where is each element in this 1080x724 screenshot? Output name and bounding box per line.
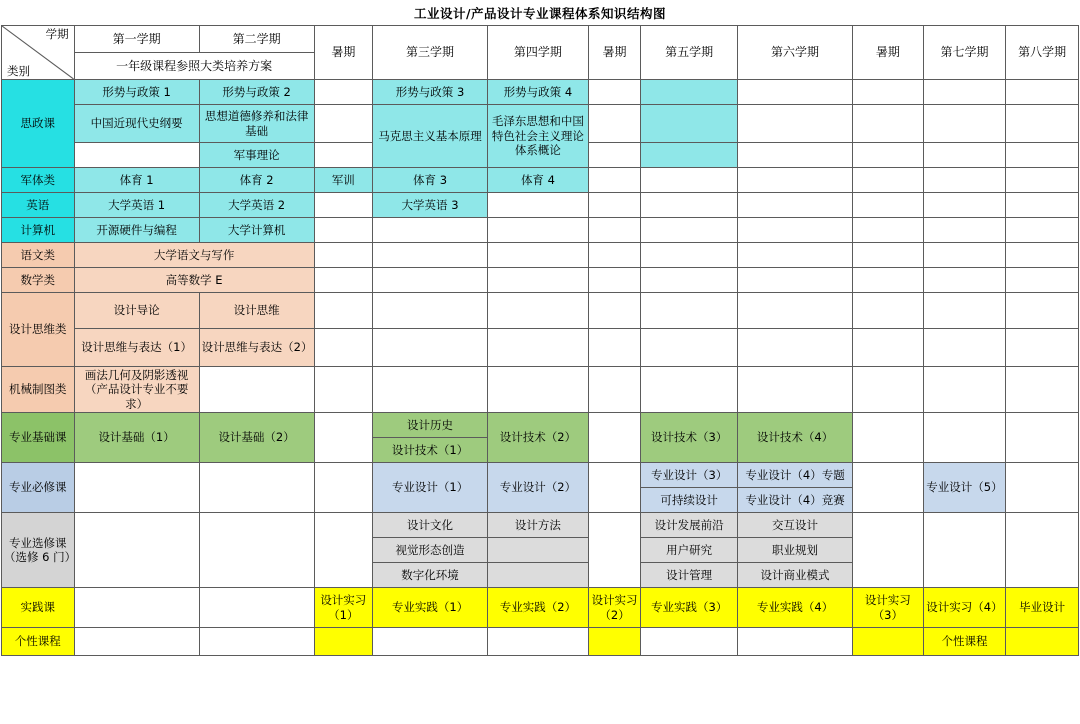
table-row bbox=[2, 329, 1079, 367]
empty-cell bbox=[373, 218, 488, 243]
category-mech-drawing: 机械制图类 bbox=[2, 367, 75, 413]
empty-cell bbox=[641, 243, 738, 268]
empty-cell bbox=[923, 143, 1006, 168]
empty-cell bbox=[641, 268, 738, 293]
empty-cell bbox=[1006, 513, 1079, 588]
course-cell: 专业设计（2） bbox=[488, 463, 589, 513]
corner-top-label: 学期 bbox=[45, 27, 69, 41]
empty-cell bbox=[853, 463, 924, 513]
course-cell: 专业设计（3） bbox=[641, 463, 738, 488]
course-cell: 设计基础（2） bbox=[199, 413, 314, 463]
table-row bbox=[2, 80, 1079, 105]
course-cell: 设计思维与表达（2） bbox=[199, 329, 314, 367]
empty-cell bbox=[923, 168, 1006, 193]
table-row bbox=[2, 193, 1079, 218]
empty-cell bbox=[923, 513, 1006, 588]
course-cell: 设计技术（4） bbox=[738, 413, 853, 463]
empty-cell bbox=[923, 329, 1006, 367]
header-summer-2: 暑期 bbox=[588, 26, 640, 80]
empty-cell bbox=[738, 168, 853, 193]
header-term-1: 第一学期 bbox=[74, 26, 199, 53]
empty-cell bbox=[1006, 329, 1079, 367]
empty-cell bbox=[1006, 413, 1079, 463]
empty-cell bbox=[1006, 105, 1079, 143]
empty-cell bbox=[738, 268, 853, 293]
header-term-6: 第六学期 bbox=[738, 26, 853, 80]
empty-cell bbox=[853, 193, 924, 218]
category-design-thinking: 设计思维类 bbox=[2, 293, 75, 367]
empty-cell bbox=[588, 463, 640, 513]
empty-cell bbox=[314, 413, 372, 463]
course-cell: 专业设计（1） bbox=[373, 463, 488, 513]
course-cell: 设计历史 bbox=[373, 413, 488, 438]
course-cell: 设计发展前沿 bbox=[641, 513, 738, 538]
empty-cell bbox=[738, 80, 853, 105]
empty-cell bbox=[641, 143, 738, 168]
empty-cell bbox=[488, 243, 589, 268]
empty-cell bbox=[853, 413, 924, 463]
empty-cell bbox=[853, 105, 924, 143]
table-row bbox=[2, 463, 1079, 488]
empty-cell bbox=[738, 329, 853, 367]
empty-cell bbox=[314, 628, 372, 656]
empty-cell bbox=[488, 538, 589, 563]
course-cell: 专业设计（4）竞赛 bbox=[738, 488, 853, 513]
header-term-7: 第七学期 bbox=[923, 26, 1006, 80]
empty-cell bbox=[588, 628, 640, 656]
course-cell: 专业实践（1） bbox=[373, 588, 488, 628]
empty-cell bbox=[373, 628, 488, 656]
empty-cell bbox=[641, 628, 738, 656]
category-major-required: 专业必修课 bbox=[2, 463, 75, 513]
empty-cell bbox=[588, 413, 640, 463]
empty-cell bbox=[853, 268, 924, 293]
empty-cell bbox=[923, 193, 1006, 218]
empty-cell bbox=[373, 293, 488, 329]
course-cell: 马克思主义基本原理 bbox=[373, 105, 488, 168]
corner-cell bbox=[2, 26, 75, 80]
empty-cell bbox=[199, 588, 314, 628]
empty-cell bbox=[588, 168, 640, 193]
empty-cell bbox=[1006, 243, 1079, 268]
course-cell: 军训 bbox=[314, 168, 372, 193]
empty-cell bbox=[738, 367, 853, 413]
empty-cell bbox=[488, 563, 589, 588]
course-cell: 毕业设计 bbox=[1006, 588, 1079, 628]
empty-cell bbox=[738, 218, 853, 243]
empty-cell bbox=[853, 329, 924, 367]
empty-cell bbox=[588, 268, 640, 293]
empty-cell bbox=[373, 268, 488, 293]
header-term-3: 第三学期 bbox=[373, 26, 488, 80]
empty-cell bbox=[923, 367, 1006, 413]
empty-cell bbox=[373, 243, 488, 268]
course-cell: 中国近现代史纲要 bbox=[74, 105, 199, 143]
table-row bbox=[2, 218, 1079, 243]
course-cell: 专业设计（4）专题 bbox=[738, 463, 853, 488]
empty-cell bbox=[588, 513, 640, 588]
empty-cell bbox=[488, 268, 589, 293]
empty-cell bbox=[199, 367, 314, 413]
course-cell: 职业规划 bbox=[738, 538, 853, 563]
empty-cell bbox=[853, 628, 924, 656]
course-cell: 思想道德修养和法律基础 bbox=[199, 105, 314, 143]
header-summer-1: 暑期 bbox=[314, 26, 372, 80]
empty-cell bbox=[853, 513, 924, 588]
header-term-4: 第四学期 bbox=[488, 26, 589, 80]
course-cell: 开源硬件与编程 bbox=[74, 218, 199, 243]
empty-cell bbox=[488, 218, 589, 243]
page-title: 工业设计/产品设计专业课程体系知识结构图 bbox=[413, 6, 667, 21]
course-cell: 设计实习（2） bbox=[588, 588, 640, 628]
table-row bbox=[2, 168, 1079, 193]
empty-cell bbox=[488, 193, 589, 218]
empty-cell bbox=[923, 413, 1006, 463]
table-row bbox=[2, 367, 1079, 413]
empty-cell bbox=[738, 243, 853, 268]
empty-cell bbox=[738, 293, 853, 329]
curriculum-table bbox=[1, 25, 1079, 656]
course-cell: 设计思维 bbox=[199, 293, 314, 329]
empty-cell bbox=[488, 628, 589, 656]
course-cell: 设计基础（1） bbox=[74, 413, 199, 463]
course-cell: 设计技术（1） bbox=[373, 438, 488, 463]
course-cell: 军事理论 bbox=[199, 143, 314, 168]
empty-cell bbox=[641, 218, 738, 243]
course-cell: 大学英语 2 bbox=[199, 193, 314, 218]
course-cell: 大学计算机 bbox=[199, 218, 314, 243]
course-cell: 设计技术（3） bbox=[641, 413, 738, 463]
empty-cell bbox=[588, 80, 640, 105]
table-row bbox=[2, 243, 1079, 268]
empty-cell bbox=[199, 463, 314, 513]
course-cell: 设计实习（4） bbox=[923, 588, 1006, 628]
empty-cell bbox=[853, 243, 924, 268]
course-cell: 形势与政策 1 bbox=[74, 80, 199, 105]
empty-cell bbox=[314, 193, 372, 218]
course-cell: 可持续设计 bbox=[641, 488, 738, 513]
empty-cell bbox=[74, 513, 199, 588]
table-row bbox=[2, 513, 1079, 538]
category-chinese: 语文类 bbox=[2, 243, 75, 268]
empty-cell bbox=[853, 218, 924, 243]
empty-cell bbox=[588, 243, 640, 268]
empty-cell bbox=[923, 293, 1006, 329]
category-major-basic: 专业基础课 bbox=[2, 413, 75, 463]
empty-cell bbox=[853, 143, 924, 168]
course-cell: 高等数学 E bbox=[74, 268, 314, 293]
header-summer-3: 暑期 bbox=[853, 26, 924, 80]
course-cell: 大学英语 3 bbox=[373, 193, 488, 218]
empty-cell bbox=[488, 329, 589, 367]
empty-cell bbox=[314, 293, 372, 329]
empty-cell bbox=[488, 293, 589, 329]
empty-cell bbox=[641, 293, 738, 329]
category-juntai: 军体类 bbox=[2, 168, 75, 193]
header-term-5: 第五学期 bbox=[641, 26, 738, 80]
empty-cell bbox=[314, 367, 372, 413]
empty-cell bbox=[1006, 168, 1079, 193]
course-cell: 画法几何及阴影透视（产品设计专业不要求） bbox=[74, 367, 199, 413]
empty-cell bbox=[588, 193, 640, 218]
course-cell: 设计实习（3） bbox=[853, 588, 924, 628]
empty-cell bbox=[1006, 463, 1079, 513]
course-cell: 视觉形态创造 bbox=[373, 538, 488, 563]
empty-cell bbox=[641, 105, 738, 143]
course-cell: 设计导论 bbox=[74, 293, 199, 329]
course-cell: 设计技术（2） bbox=[488, 413, 589, 463]
table-row bbox=[2, 268, 1079, 293]
course-cell: 毛泽东思想和中国特色社会主义理论体系概论 bbox=[488, 105, 589, 168]
empty-cell bbox=[1006, 628, 1079, 656]
table-row bbox=[2, 293, 1079, 329]
course-cell: 设计商业模式 bbox=[738, 563, 853, 588]
empty-cell bbox=[199, 628, 314, 656]
empty-cell bbox=[738, 105, 853, 143]
empty-cell bbox=[314, 463, 372, 513]
course-cell: 设计实习（1） bbox=[314, 588, 372, 628]
empty-cell bbox=[314, 80, 372, 105]
empty-cell bbox=[588, 329, 640, 367]
empty-cell bbox=[641, 80, 738, 105]
empty-cell bbox=[588, 105, 640, 143]
empty-cell bbox=[314, 268, 372, 293]
empty-cell bbox=[74, 463, 199, 513]
category-personalized: 个性课程 bbox=[2, 628, 75, 656]
empty-cell bbox=[1006, 268, 1079, 293]
category-major-elective-line1: 专业选修课 bbox=[9, 535, 67, 550]
category-practice: 实践课 bbox=[2, 588, 75, 628]
table-header-row bbox=[2, 26, 1079, 53]
table-row bbox=[2, 105, 1079, 143]
empty-cell bbox=[853, 367, 924, 413]
empty-cell bbox=[74, 588, 199, 628]
empty-cell bbox=[641, 193, 738, 218]
empty-cell bbox=[588, 367, 640, 413]
category-major-elective bbox=[2, 513, 75, 588]
course-cell: 形势与政策 2 bbox=[199, 80, 314, 105]
empty-cell bbox=[199, 513, 314, 588]
empty-cell bbox=[641, 367, 738, 413]
corner-bottom-label: 类别 bbox=[7, 63, 30, 78]
empty-cell bbox=[1006, 193, 1079, 218]
category-computer: 计算机 bbox=[2, 218, 75, 243]
empty-cell bbox=[74, 628, 199, 656]
empty-cell bbox=[641, 168, 738, 193]
empty-cell bbox=[488, 367, 589, 413]
empty-cell bbox=[1006, 143, 1079, 168]
course-cell: 个性课程 bbox=[923, 628, 1006, 656]
course-cell: 大学语文与写作 bbox=[74, 243, 314, 268]
empty-cell bbox=[314, 513, 372, 588]
course-cell: 用户研究 bbox=[641, 538, 738, 563]
empty-cell bbox=[738, 143, 853, 168]
course-cell: 设计方法 bbox=[488, 513, 589, 538]
empty-cell bbox=[1006, 80, 1079, 105]
course-cell: 设计文化 bbox=[373, 513, 488, 538]
empty-cell bbox=[588, 143, 640, 168]
course-cell: 交互设计 bbox=[738, 513, 853, 538]
course-cell: 形势与政策 3 bbox=[373, 80, 488, 105]
empty-cell bbox=[1006, 367, 1079, 413]
course-cell: 专业实践（2） bbox=[488, 588, 589, 628]
empty-cell bbox=[314, 329, 372, 367]
empty-cell bbox=[923, 243, 1006, 268]
category-math: 数学类 bbox=[2, 268, 75, 293]
course-cell: 设计管理 bbox=[641, 563, 738, 588]
empty-cell bbox=[853, 168, 924, 193]
course-cell: 形势与政策 4 bbox=[488, 80, 589, 105]
header-term-2: 第二学期 bbox=[199, 26, 314, 53]
course-cell: 专业实践（4） bbox=[738, 588, 853, 628]
empty-cell bbox=[853, 80, 924, 105]
empty-cell bbox=[314, 243, 372, 268]
empty-cell bbox=[74, 143, 199, 168]
course-cell: 体育 2 bbox=[199, 168, 314, 193]
empty-cell bbox=[738, 193, 853, 218]
empty-cell bbox=[373, 329, 488, 367]
empty-cell bbox=[923, 105, 1006, 143]
empty-cell bbox=[314, 143, 372, 168]
empty-cell bbox=[923, 268, 1006, 293]
course-cell: 体育 4 bbox=[488, 168, 589, 193]
empty-cell bbox=[314, 105, 372, 143]
course-cell: 专业设计（5） bbox=[923, 463, 1006, 513]
course-cell: 大学英语 1 bbox=[74, 193, 199, 218]
table-row bbox=[2, 588, 1079, 628]
empty-cell bbox=[373, 367, 488, 413]
empty-cell bbox=[853, 293, 924, 329]
category-sizheng: 思政课 bbox=[2, 80, 75, 168]
header-term-8: 第八学期 bbox=[1006, 26, 1079, 80]
empty-cell bbox=[923, 80, 1006, 105]
table-row bbox=[2, 628, 1079, 656]
empty-cell bbox=[738, 628, 853, 656]
category-major-elective-line2: （选修 6 门） bbox=[4, 550, 77, 565]
course-cell: 专业实践（3） bbox=[641, 588, 738, 628]
empty-cell bbox=[1006, 293, 1079, 329]
course-cell: 体育 3 bbox=[373, 168, 488, 193]
empty-cell bbox=[314, 218, 372, 243]
course-cell: 体育 1 bbox=[74, 168, 199, 193]
freshman-note: 一年级课程参照大类培养方案 bbox=[74, 53, 314, 80]
table-row bbox=[2, 413, 1079, 438]
empty-cell bbox=[1006, 218, 1079, 243]
empty-cell bbox=[588, 218, 640, 243]
course-cell: 数字化环境 bbox=[373, 563, 488, 588]
empty-cell bbox=[923, 218, 1006, 243]
empty-cell bbox=[588, 293, 640, 329]
category-english: 英语 bbox=[2, 193, 75, 218]
empty-cell bbox=[641, 329, 738, 367]
course-cell: 设计思维与表达（1） bbox=[74, 329, 199, 367]
